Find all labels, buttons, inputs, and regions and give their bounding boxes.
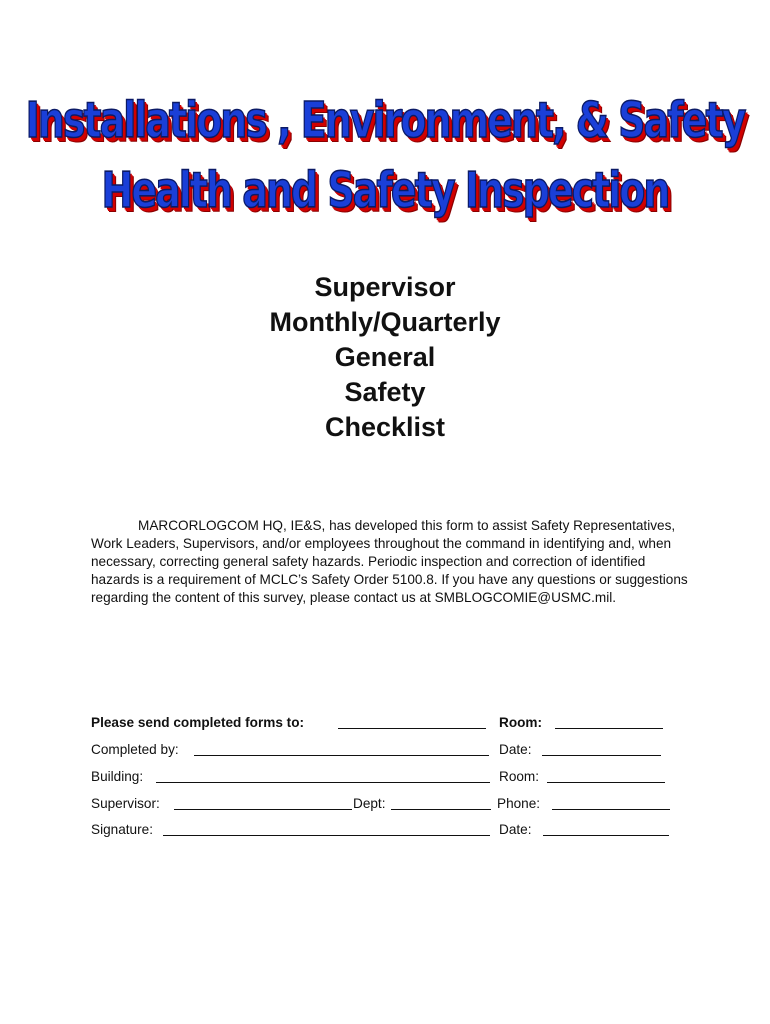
title-line-2: Monthly/Quarterly	[269, 307, 501, 337]
title-line-5: Checklist	[324, 412, 446, 442]
room-label-1: Room:	[499, 715, 543, 730]
date-field-2[interactable]	[543, 835, 669, 836]
date-label-1: Date:	[499, 742, 532, 757]
send-to-field[interactable]	[338, 728, 486, 729]
building-field[interactable]	[156, 782, 490, 783]
signature-row	[91, 821, 681, 839]
send-to-label: Please send completed forms to:	[91, 715, 305, 730]
title-line-4: Safety	[344, 377, 426, 407]
room-label-2: Room:	[499, 769, 540, 784]
intro-paragraph	[91, 517, 691, 607]
dept-label: Dept:	[353, 796, 386, 811]
banner-title-line-1	[0, 92, 770, 149]
signature-label: Signature:	[91, 822, 153, 837]
building-label: Building:	[91, 769, 144, 784]
supervisor-row	[91, 795, 681, 813]
document-title	[0, 270, 770, 445]
room-field-2[interactable]	[547, 782, 665, 783]
title-line-1: Supervisor	[314, 272, 456, 302]
date-field-1[interactable]	[542, 755, 661, 756]
completed-by-label: Completed by:	[91, 742, 179, 757]
signature-field[interactable]	[163, 835, 490, 836]
intro-text: MARCORLOGCOM HQ, IE&S, has developed this form to assist Safety Representatives, Work Leaders, Supervisors, and/or employees throughout the command in identifying and, when necessary, correcting general safety hazards. Periodic inspection and correction of identified hazards is a requirement of MCLC’s Safety Order 5100.8. If you have any questions or suggestions regarding the content of this survey, please contact us at SMBLOGCOMIE@USMC.mil.	[91, 518, 688, 605]
banner-text-1: Installations , Environment, & Safety	[25, 92, 745, 149]
dept-field[interactable]	[391, 809, 491, 810]
date-label-2: Date:	[499, 822, 532, 837]
phone-field[interactable]	[552, 809, 670, 810]
supervisor-label: Supervisor:	[91, 796, 160, 811]
banner-text-2: Health and Safety Inspection	[101, 162, 669, 219]
supervisor-field[interactable]	[174, 809, 352, 810]
building-row	[91, 768, 681, 786]
title-line-3: General	[334, 342, 436, 372]
phone-label: Phone:	[497, 796, 541, 811]
completed-by-row	[91, 741, 681, 759]
banner-title-line-2	[0, 162, 770, 219]
completed-by-field[interactable]	[194, 755, 489, 756]
room-field-1[interactable]	[555, 728, 663, 729]
send-to-row	[91, 714, 681, 732]
